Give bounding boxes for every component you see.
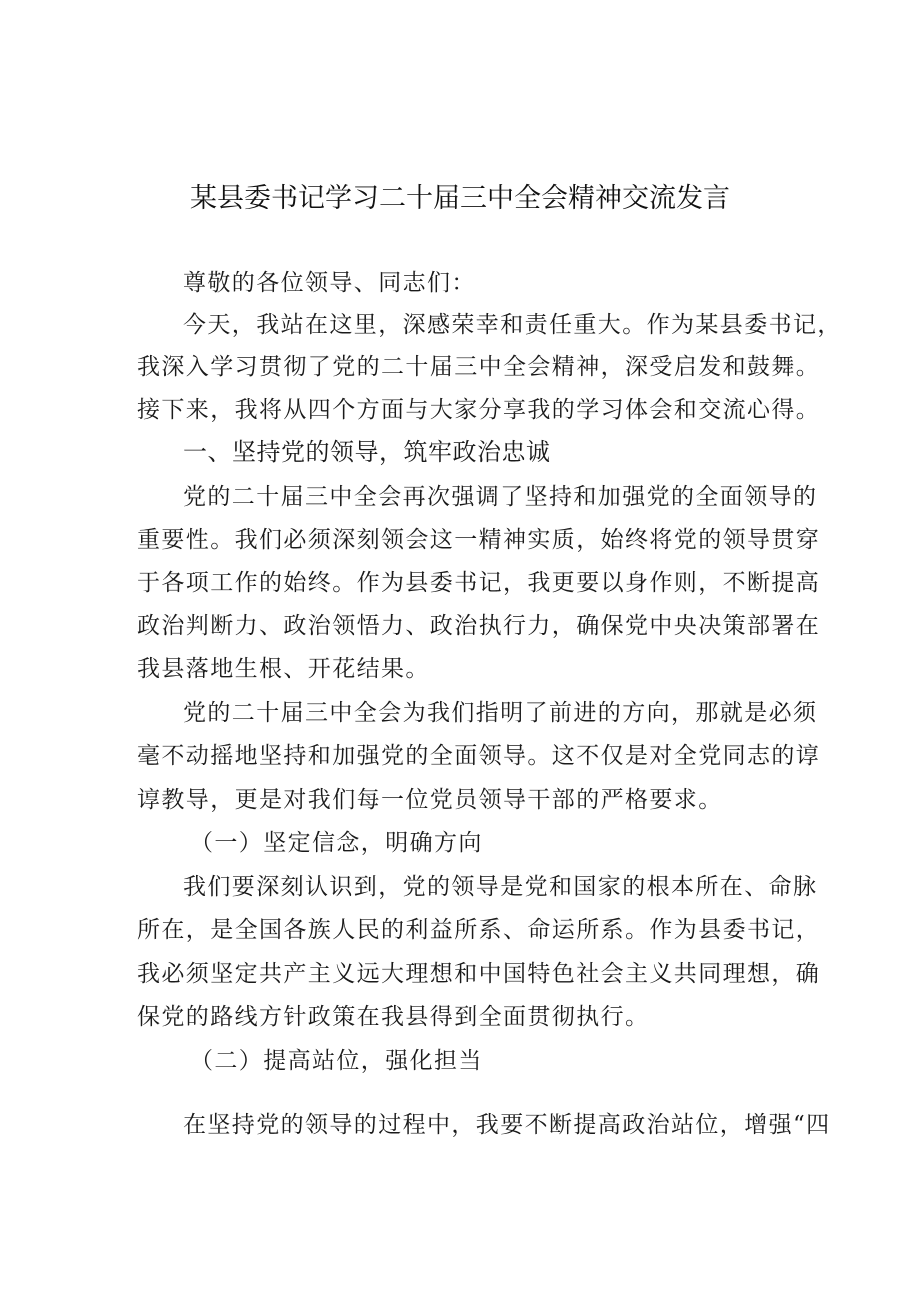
paragraph-line: 我县落地生根、开花结果。 (137, 656, 430, 682)
paragraph-line: 重要性。我们必须深刻领会这一精神实质，始终将党的领导贯穿 (137, 527, 821, 553)
document-title: 某县委书记学习二十届三中全会精神交流发言 (190, 183, 730, 214)
paragraph-line: 我们要深刻认识到，党的领导是党和国家的根本所在、命脉 (183, 874, 818, 900)
section-heading: 一、坚持党的领导，筑牢政治忠诚 (183, 438, 551, 466)
paragraph-line: 谆教导，更是对我们每一位党员领导干部的严格要求。 (137, 787, 723, 813)
salutation: 尊敬的各位领导、同志们： (183, 270, 476, 296)
paragraph-line: 政治判断力、政治领悟力、政治执行力，确保党中央决策部署在 (137, 613, 821, 639)
paragraph-line: 我必须坚定共产主义远大理想和中国特色社会主义共同理想，确 (137, 961, 821, 987)
paragraph-line: 我深入学习贯彻了党的二十届三中全会精神，深受启发和鼓舞。 (137, 354, 821, 380)
paragraph-line: 今天，我站在这里，深感荣幸和责任重大。作为某县委书记， (183, 312, 842, 338)
subsection-heading: （一）坚定信念，明确方向 (190, 830, 483, 856)
paragraph-line: 所在，是全国各族人民的利益所系、命运所系。作为县委书记， (137, 917, 821, 943)
paragraph-line: 在坚持党的领导的过程中，我要不断提高政治站位，增强“四 (183, 1112, 831, 1138)
paragraph-line: 保党的路线方针政策在我县得到全面贯彻执行。 (137, 1004, 650, 1030)
paragraph-line: 党的二十届三中全会为我们指明了前进的方向，那就是必须 (183, 700, 818, 726)
subsection-heading: （二）提高站位，强化担当 (190, 1048, 483, 1074)
paragraph-line: 党的二十届三中全会再次强调了坚持和加强党的全面领导的 (183, 484, 818, 510)
paragraph-line: 接下来，我将从四个方面与大家分享我的学习体会和交流心得。 (137, 397, 821, 423)
paragraph-line: 毫不动摇地坚持和加强党的全面领导。这不仅是对全党同志的谆 (137, 743, 821, 769)
paragraph-line: 于各项工作的始终。作为县委书记，我更要以身作则，不断提高 (137, 570, 821, 596)
